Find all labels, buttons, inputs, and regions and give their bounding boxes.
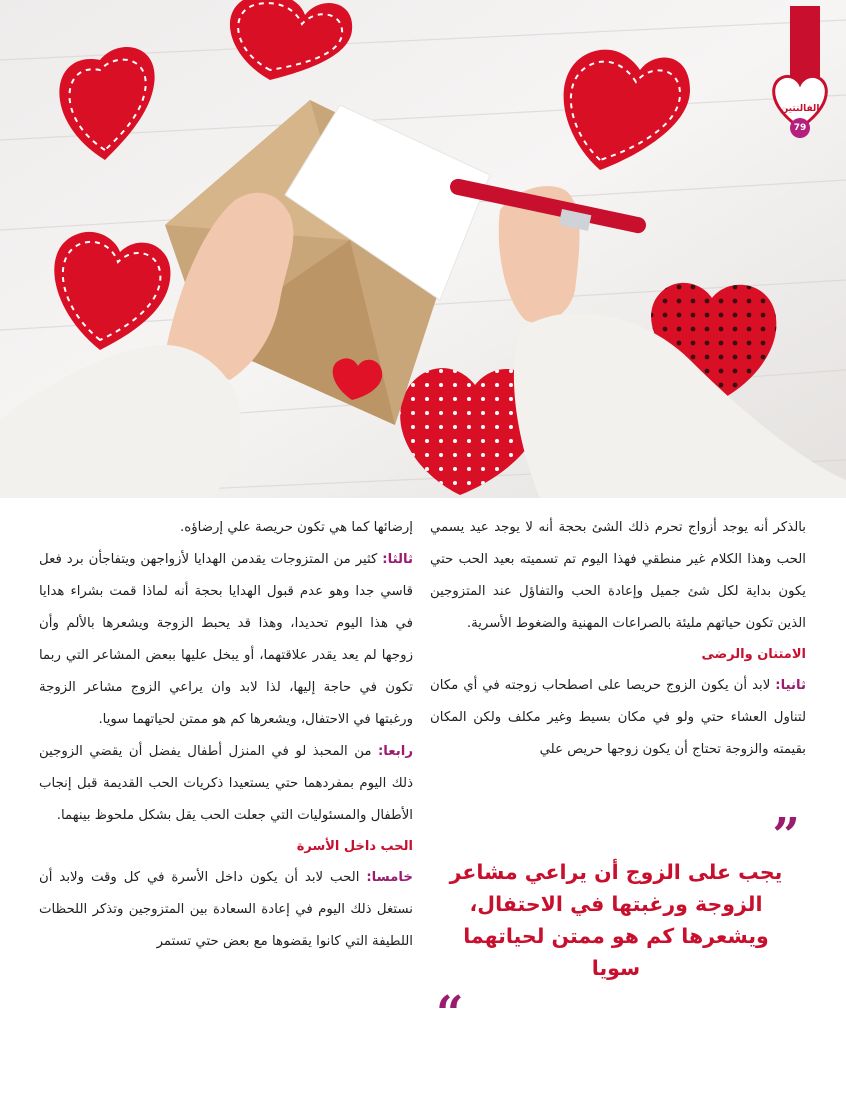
paragraph-body: الحب لابد أن يكون داخل الأسرة في كل وقت ولابد أن نستغل ذلك اليوم في إعادة السعادة بين المتزوجين وتذكر اللحظات اللطيفة التي كانوا يقضوها مع بعض حتي تستمر (39, 870, 413, 949)
paragraph-fourth (39, 736, 413, 832)
pull-quote (430, 808, 806, 1042)
quote-text: يجب على الزوج أن يراعي مشاعر الزوجة ورغبتها في الاحتفال، ويشعرها كم هو ممتن لحياتهما سويا (449, 860, 783, 980)
paragraph-body: كثير من المتزوجات يقدمن الهدايا لأزواجهن ويتفاجأن برد فعل قاسي جدا وهو عدم قبول الهدايا بحجة أنه لماذا قمت بشراء هدايا في هذا اليوم تحديدا، وهذا قد يحبط الزوجة ويشعرها بالألم وأن زوجها لم يعد يقدر علاقتهما، أو يبخل عليها ببعض المشاعر التي ربما تكون في حاجة إليها، لذا لابد وان يراعي الزوج مشاعر الزوجة ورغبتها في الاحتفال، ويشعرها كم هو ممتن لحياتهما سويا. (39, 552, 413, 727)
right-column (430, 512, 806, 766)
paragraph-lead: رابعا: (377, 744, 413, 759)
left-column (39, 512, 413, 958)
hero-image (0, 0, 846, 498)
paragraph-lead: ثانيا: (775, 678, 806, 693)
paragraph-second (430, 670, 806, 766)
page-badge (768, 6, 832, 146)
paragraph-lead: خامسا: (366, 870, 413, 885)
continuation-paragraph: إرضائها كما هي تكون حريصة علي إرضاؤه. (180, 520, 413, 535)
section-heading-family: الحب داخل الأسرة (296, 839, 413, 854)
quote-open-mark: ” (772, 808, 800, 864)
section-label: الفالنتين (780, 104, 820, 114)
section-heading-gratitude: الامتنان والرضى (701, 647, 806, 662)
paragraph-third (39, 544, 413, 736)
paragraph-lead: ثالثا: (382, 552, 413, 567)
paragraph-fifth (39, 862, 413, 958)
page-number: 79 (790, 118, 810, 138)
intro-paragraph: بالذكر أنه يوجد أزواج تحرم ذلك الشئ بحجة أنه لا يوجد عيد يسمي الحب وهذا الكلام غير منطقي فهذا اليوم تم تسميته بعيد الحب حتي يكون بداية لكل شئ جميل وإعادة الحب والتفاؤل عند المتزوجين الذين تكون حياتهم مليئة بالصراعات المهنية والضغوط الأسرية. (430, 520, 806, 631)
quote-close-mark: “ (436, 986, 464, 1042)
paragraph-body: من المحبذ لو في المنزل أطفال يفضل أن يقضي الزوجين ذلك اليوم بمفردهما حتي يستعيدا ذكريات الحب القديمة قبل إنجاب الأطفال والمسئوليات التي جعلت الحب يقل بشكل ملحوظ بينهما. (39, 744, 413, 823)
valentine-illustration (0, 0, 846, 498)
paragraph-body: لابد أن يكون الزوج حريصا على اصطحاب زوجته في أي مكان لتناول العشاء حتي ولو في مكان بسيط وغير مكلف ولكن المكان بقيمته والزوجة تحتاج أن يكون زوجها حريص علي (430, 678, 806, 757)
